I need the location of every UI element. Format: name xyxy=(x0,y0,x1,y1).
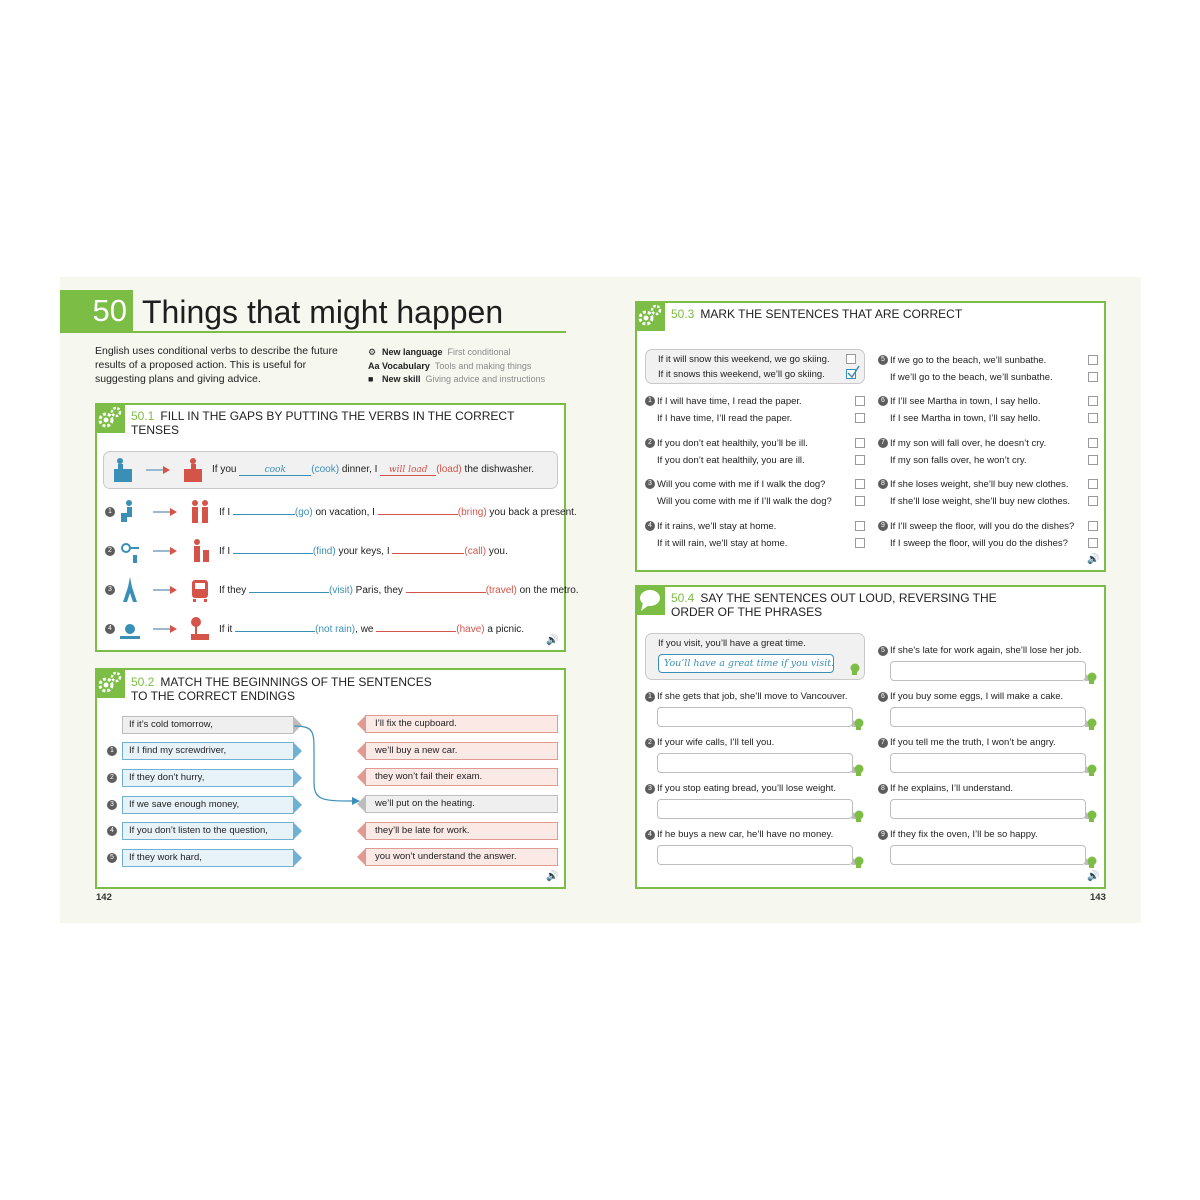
answer-field[interactable] xyxy=(657,707,853,727)
answer-field[interactable] xyxy=(657,799,853,819)
audio-icon[interactable]: 🔊 xyxy=(546,635,559,646)
exercise-heading: 50.2 MATCH THE BEGINNINGS OF THE SENTENCES TO THE CORRECT ENDINGS xyxy=(131,675,432,703)
skill-vocabulary: Aa Vocabulary Tools and making things xyxy=(368,360,568,374)
sentence-ending[interactable]: we’ll put on the heating. xyxy=(365,795,558,813)
answer-field[interactable] xyxy=(890,661,1086,681)
answer-gap[interactable] xyxy=(378,514,458,515)
checkbox[interactable] xyxy=(855,438,865,448)
speaking-head-icon xyxy=(853,718,865,730)
checkbox[interactable] xyxy=(855,413,865,423)
answer-gap[interactable] xyxy=(406,592,486,593)
arrow-icon xyxy=(153,625,177,633)
say-item: 9 If they fix the oven, I’ll be so happy. xyxy=(878,828,1098,865)
exercise-row: 3 If they (visit) Paris, they (travel) on the metro. xyxy=(103,572,558,608)
title-rule xyxy=(60,331,566,333)
checkbox[interactable] xyxy=(855,396,865,406)
answer-gap[interactable] xyxy=(233,553,313,554)
picture-sequence xyxy=(119,538,211,564)
checkbox[interactable] xyxy=(1088,355,1098,365)
match-line xyxy=(292,722,364,807)
sentence-beginning[interactable]: If we save enough money, xyxy=(122,796,294,814)
exercise-50-2: 50.2 MATCH THE BEGINNINGS OF THE SENTENCES TO THE CORRECT ENDINGS If it’s cold tomorrow, 1 If I find my screwdriver, 2 If they don’t hurry, 3 If we save enough money, 4 If you don’t listen to the question, 5 If they work hard, I’ll fix the cupboard. we’ll buy a new car. they won’t fail their exam. we’ll put on the heating. they’ll be late for work. you won’t understand the answer. 🔊 xyxy=(95,668,566,889)
mark-item: 9 If I’ll sweep the floor, will you do the dishes? If I sweep the floor, will you do the dishes? xyxy=(878,518,1098,552)
checkbox[interactable] xyxy=(1088,438,1098,448)
audio-icon[interactable]: 🔊 xyxy=(546,871,559,882)
exercise-row: 2 If I (find) your keys, I (call) you. xyxy=(103,533,558,569)
skill-new-skill: ■ New skill Giving advice and instructions xyxy=(368,373,568,387)
speaking-head-icon xyxy=(1086,672,1098,684)
puzzle-icon: ■ xyxy=(368,374,374,385)
speaking-head-icon xyxy=(1086,810,1098,822)
sentence-beginning[interactable]: If they work hard, xyxy=(122,849,294,867)
skill-new-language: ⚙ New language First conditional xyxy=(368,346,568,360)
answer-gap[interactable] xyxy=(392,553,464,554)
checkbox[interactable] xyxy=(855,455,865,465)
exercise-row: 1 If I (go) on vacation, I (bring) you back a present. xyxy=(103,494,558,530)
checkbox[interactable] xyxy=(855,496,865,506)
say-item: 3 If you stop eating bread, you’ll lose weight. xyxy=(645,782,865,819)
checkbox[interactable] xyxy=(846,369,856,379)
example-item: If you visit, you’ll have a great time. You’ll have a great time if you visit. xyxy=(645,633,865,680)
picture-sequence xyxy=(119,616,211,642)
sun-cloud-icon xyxy=(119,616,141,642)
phone-call-icon xyxy=(189,538,211,564)
checkbox[interactable] xyxy=(1088,496,1098,506)
sentence-ending[interactable]: they’ll be late for work. xyxy=(365,822,558,840)
gap-answer: cook xyxy=(239,465,311,476)
keys-icon xyxy=(119,538,141,564)
sentence-ending[interactable]: I’ll fix the cupboard. xyxy=(365,715,558,733)
letters-icon: Aa xyxy=(368,360,380,371)
answer-field[interactable] xyxy=(657,753,853,773)
speech-bubble-icon xyxy=(635,585,665,615)
page-number-right: 143 xyxy=(1090,892,1106,903)
eiffel-tower-icon xyxy=(119,577,141,603)
gear-icon xyxy=(95,403,125,433)
answer-gap[interactable] xyxy=(376,631,456,632)
page-title: Things that might happen xyxy=(142,294,504,330)
exercise-heading: 50.3 MARK THE SENTENCES THAT ARE CORRECT xyxy=(671,307,963,321)
mark-item: 1 If I will have time, I read the paper. If I have time, I’ll read the paper. xyxy=(645,393,865,427)
arrow-icon xyxy=(153,586,177,594)
checkbox[interactable] xyxy=(1088,413,1098,423)
speaking-head-icon xyxy=(853,764,865,776)
gap-answer: will load xyxy=(380,465,436,476)
checkmark-icon xyxy=(846,365,860,379)
say-item: 7 If you tell me the truth, I won’t be angry. xyxy=(878,736,1098,773)
checkbox[interactable] xyxy=(1088,372,1098,382)
mark-item: 5 If we go to the beach, we’ll sunbathe. If we’ll go to the beach, we’ll sunbathe. xyxy=(878,352,1098,386)
example-item: If it will snow this weekend, we go skiing. If it snows this weekend, we’ll go skiing. xyxy=(645,349,865,384)
speaking-head-icon xyxy=(1086,764,1098,776)
sentence-ending[interactable]: you won’t understand the answer. xyxy=(365,848,558,866)
speaking-head-icon xyxy=(853,856,865,868)
checkbox[interactable] xyxy=(1088,455,1098,465)
say-item: 2 If your wife calls, I’ll tell you. xyxy=(645,736,865,773)
checkbox[interactable] xyxy=(855,538,865,548)
exercise-heading: 50.1 FILL IN THE GAPS BY PUTTING THE VERBS IN THE CORRECT TENSES xyxy=(131,409,515,437)
sentence-ending[interactable]: we’ll buy a new car. xyxy=(365,742,558,760)
picture-sequence xyxy=(119,577,211,603)
answer-field[interactable] xyxy=(890,707,1086,727)
exercise-heading: 50.4 SAY THE SENTENCES OUT LOUD, REVERSING THE ORDER OF THE PHRASES xyxy=(671,591,997,619)
exercise-row: 4 If it (not rain), we (have) a picnic. xyxy=(103,611,558,647)
skills-list xyxy=(368,346,568,387)
sentence-beginning[interactable]: If it’s cold tomorrow, xyxy=(122,716,294,734)
arrow-icon xyxy=(146,466,170,474)
checkbox[interactable] xyxy=(855,479,865,489)
speaking-head-icon xyxy=(1086,856,1098,868)
dishwasher-icon xyxy=(182,457,204,483)
picture-sequence xyxy=(119,499,211,525)
answer-gap[interactable] xyxy=(249,592,329,593)
speaking-head-icon xyxy=(849,663,861,675)
checkbox[interactable] xyxy=(846,354,856,364)
gears-icon: ⚙ xyxy=(368,347,377,357)
unit-number: 50 xyxy=(60,290,133,331)
exercise-50-1 xyxy=(95,403,579,652)
answer-gap[interactable] xyxy=(233,514,295,515)
present-icon xyxy=(189,499,211,525)
answer-field[interactable] xyxy=(890,753,1086,773)
picture-sequence xyxy=(112,457,204,483)
audio-icon[interactable]: 🔊 xyxy=(1087,871,1100,882)
speaking-head-icon xyxy=(1086,718,1098,730)
traveler-icon xyxy=(119,499,141,525)
example-sentence: If you cook (cook) dinner, I will load (load) the dishwasher. xyxy=(212,464,535,475)
say-item: 4 If he buys a new car, he’ll have no money. xyxy=(645,828,865,865)
mark-item: 4 If it rains, we’ll stay at home. If it will rain, we’ll stay at home. xyxy=(645,518,865,552)
gear-icon xyxy=(635,301,665,331)
example-row xyxy=(103,451,558,489)
say-item: 5 If she’s late for work again, she’ll lose her job. xyxy=(878,644,1098,681)
checkbox[interactable] xyxy=(1088,538,1098,548)
checkbox[interactable] xyxy=(855,521,865,531)
speaking-head-icon xyxy=(853,810,865,822)
say-item: 6 If you buy some eggs, I will make a cake. xyxy=(878,690,1098,727)
example-answer: You’ll have a great time if you visit. xyxy=(658,654,834,673)
answer-field[interactable] xyxy=(890,845,1086,865)
checkbox[interactable] xyxy=(1088,479,1098,489)
audio-icon[interactable]: 🔊 xyxy=(1087,554,1100,565)
mark-item: 3 Will you come with me if I walk the dog? Will you come with me if I’ll walk the dog? xyxy=(645,476,865,510)
sentence-beginning[interactable]: If I find my screwdriver, xyxy=(122,742,294,760)
metro-train-icon xyxy=(189,577,211,603)
page-number-left: 142 xyxy=(96,892,112,903)
arrow-icon xyxy=(153,508,177,516)
answer-gap[interactable] xyxy=(235,631,315,632)
intro-text: English uses conditional verbs to describe the future results of a proposed action. This is useful for suggesting plans and giving advice. xyxy=(95,345,338,385)
mark-item: 8 If she loses weight, she’ll buy new clothes. If she’ll lose weight, she’ll buy new clothes. xyxy=(878,476,1098,510)
checkbox[interactable] xyxy=(1088,521,1098,531)
sentence-beginning[interactable]: If they don’t hurry, xyxy=(122,769,294,787)
mark-item: 6 If I’ll see Martha in town, I say hello. If I see Martha in town, I’ll say hello. xyxy=(878,393,1098,427)
sentence-beginning[interactable]: If you don’t listen to the question, xyxy=(122,822,294,840)
picnic-icon xyxy=(189,616,211,642)
say-item: 8 If he explains, I’ll understand. xyxy=(878,782,1098,819)
answer-field[interactable] xyxy=(657,845,853,865)
gear-icon xyxy=(95,668,125,698)
arrow-icon xyxy=(153,547,177,555)
mark-item: 7 If my son will fall over, he doesn’t cry. If my son falls over, he won’t cry. xyxy=(878,435,1098,469)
say-item: 1 If she gets that job, she’ll move to Vancouver. xyxy=(645,690,865,727)
exercise-50-3 xyxy=(635,301,1106,572)
sentence-ending[interactable]: they won’t fail their exam. xyxy=(365,768,558,786)
checkbox[interactable] xyxy=(1088,396,1098,406)
mark-item: 2 If you don’t eat healthily, you’ll be ill. If you don’t eat healthily, you are ill. xyxy=(645,435,865,469)
cooking-icon xyxy=(112,457,134,483)
answer-field[interactable] xyxy=(890,799,1086,819)
exercise-50-4 xyxy=(635,585,1106,889)
